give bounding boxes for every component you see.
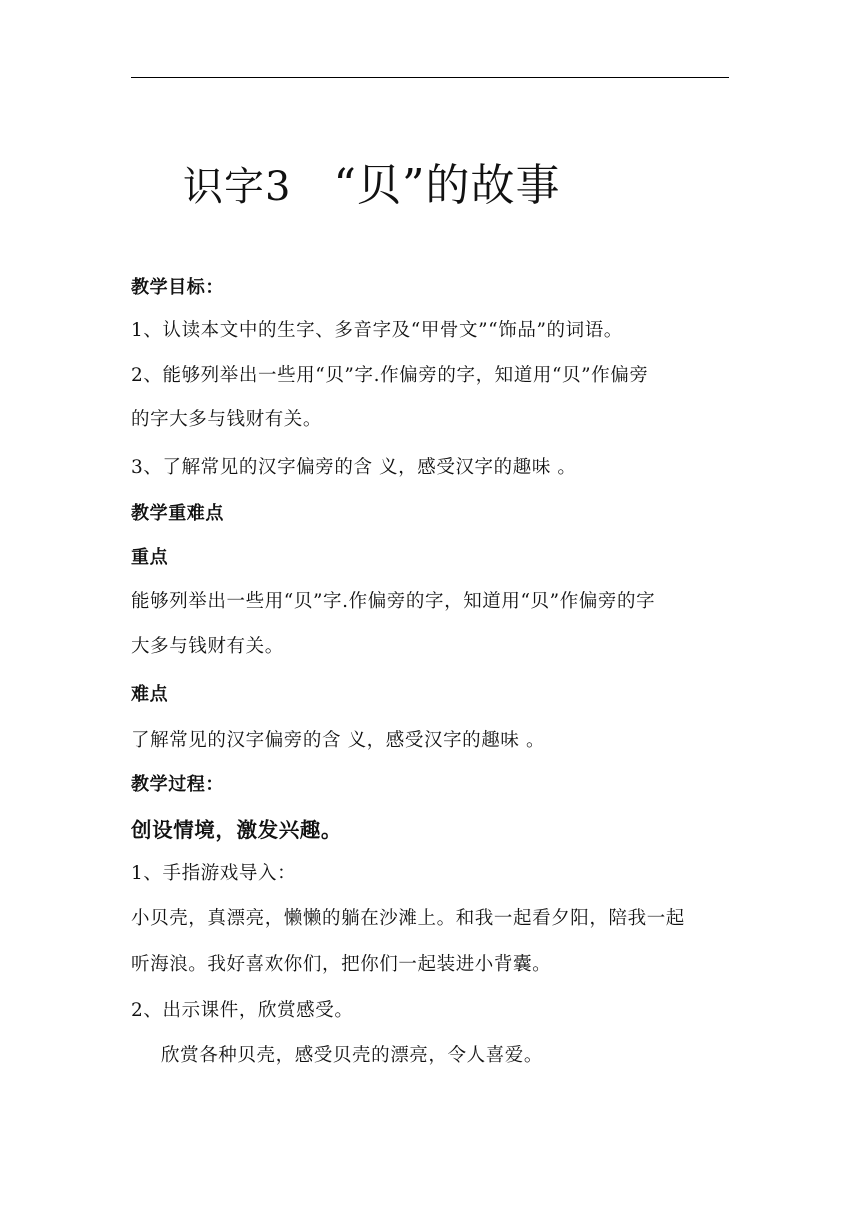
- objective-2-line-2: 的字大多与钱财有关。: [131, 409, 323, 430]
- key-difficult-heading: 教学重难点: [131, 503, 224, 524]
- title-main: “贝”的故事: [333, 160, 561, 211]
- key-heading: 重点: [131, 547, 169, 568]
- key-line-1: 能够列举出一些用“贝”字.作偏旁的字，知道用“贝”作偏旁的字: [131, 591, 656, 612]
- rhyme-line-2: 听海浪。我好喜欢你们，把你们一起装进小背囊。: [131, 954, 552, 975]
- step-2: 2、出示课件，欣赏感受。: [131, 1000, 354, 1021]
- objective-3: 3、了解常见的汉字偏旁的含 义，感受汉字的趣味 。: [131, 457, 577, 478]
- header-rule: [131, 77, 729, 78]
- objectives-heading: 教学目标：: [131, 277, 224, 298]
- page-title: [183, 158, 560, 215]
- difficult-text: 了解常见的汉字偏旁的含 义，感受汉字的趣味 。: [131, 730, 546, 751]
- difficult-heading: 难点: [131, 684, 169, 705]
- step-1: 1、手指游戏导入：: [131, 863, 297, 884]
- objective-1: 1、认读本文中的生字、多音字及“甲骨文”“饰品”的词语。: [131, 320, 623, 341]
- step-2-detail: 欣赏各种贝壳，感受贝壳的漂亮，令人喜爱。: [161, 1045, 544, 1066]
- section-1-heading: 创设情境，激发兴趣。: [131, 818, 342, 842]
- key-line-2: 大多与钱财有关。: [131, 636, 284, 657]
- objective-2-line-1: 2、能够列举出一些用“贝”字.作偏旁的字，知道用“贝”作偏旁: [131, 365, 649, 386]
- rhyme-line-1: 小贝壳，真漂亮，懒懒的躺在沙滩上。和我一起看夕阳，陪我一起: [131, 908, 685, 929]
- title-label: 识字3: [183, 164, 292, 210]
- process-heading: 教学过程：: [131, 774, 224, 795]
